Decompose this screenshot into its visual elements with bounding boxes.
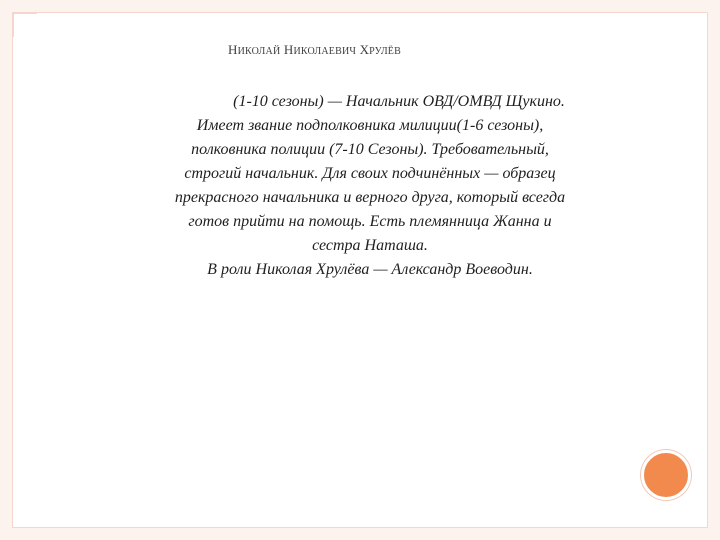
slide-title: НИКОЛАЙ НИКОЛАЕВИЧ ХРУЛЁВ bbox=[228, 42, 401, 57]
slide-body-text bbox=[112, 90, 628, 282]
body-line-2: Имеет звание подполковника милиции(1-6 сезоны), bbox=[196, 117, 544, 134]
body-line-7: сестра Наташа. bbox=[312, 237, 428, 254]
orange-dot-icon bbox=[641, 450, 691, 500]
body-line-4: строгий начальник. Для своих подчинённых — образец bbox=[184, 165, 556, 182]
body-line-8: В роли Николая Хрулёва — Александр Воеводин. bbox=[207, 261, 533, 278]
body-line-3: полковника полиции (7-10 Сезоны). Требовательный, bbox=[191, 141, 549, 158]
frame-corner-line bbox=[13, 13, 37, 14]
body-line-6: готов прийти на помощь. Есть племянница Жанна и bbox=[188, 213, 552, 230]
body-line-1: (1-10 сезоны) — Начальник ОВД/ОМВД Щукино. bbox=[233, 93, 565, 110]
body-line-5: прекрасного начальника и верного друга, который всегда bbox=[174, 189, 566, 206]
frame-corner-line bbox=[13, 13, 14, 37]
